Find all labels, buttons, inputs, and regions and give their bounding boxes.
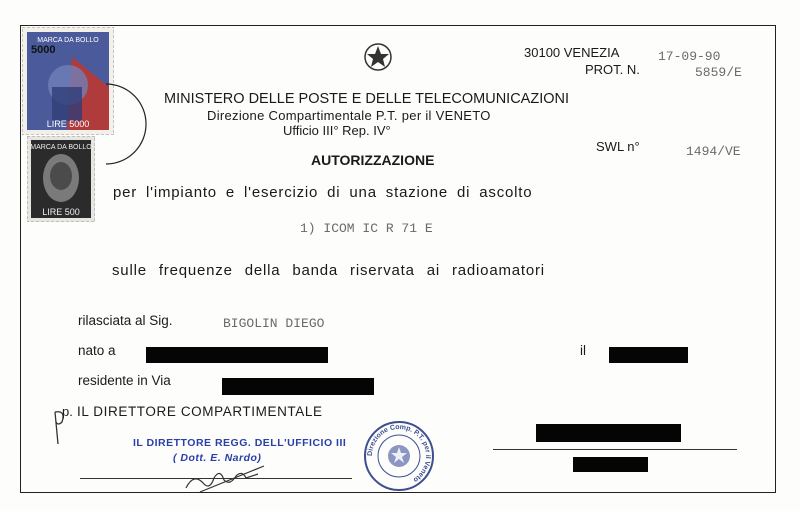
office-line: Ufficio III° Rep. IV° (283, 123, 391, 138)
director-title: IL DIRETTORE COMPARTIMENTALE (77, 404, 323, 419)
date-value: 17-09-90 (658, 49, 721, 64)
signature-line-left (80, 478, 352, 479)
birth-date-label: il (580, 343, 586, 358)
redacted-signer-title (573, 457, 648, 472)
authorization-line-2: sulle frequenze della banda riservata ai radioamatori (112, 262, 545, 279)
redacted-birthplace (146, 347, 328, 363)
republic-emblem-icon (362, 40, 394, 74)
round-stamp-text: Direzione Comp. P.T. per il Veneto (366, 423, 432, 484)
redacted-address (222, 378, 374, 395)
embossed-circle-mark (96, 80, 152, 170)
residence-label: residente in Via (78, 373, 171, 388)
equipment-text: 1) ICOM IC R 71 E (300, 221, 433, 236)
redacted-birthdate (609, 347, 688, 363)
swl-number: 1494/VE (686, 144, 741, 159)
issued-value: BIGOLIN DIEGO (223, 316, 325, 331)
document-title: AUTORIZZAZIONE (311, 152, 435, 168)
ink-stamp-line-2: ( Dott. E. Nardo) (173, 452, 262, 464)
official-round-stamp (361, 419, 437, 493)
revenue-stamp-500 (27, 136, 95, 222)
born-label: nato a (78, 343, 116, 358)
authorization-line-1: per l'impianto e l'esercizio di una stazione di ascolto (113, 184, 533, 201)
revenue-stamp-overprint: 5000 (31, 44, 56, 56)
prot-number: 5859/E (695, 65, 742, 80)
city-text: 30100 VENEZIA (524, 45, 620, 60)
revenue-stamp-top-value: LIRE 5000 (46, 119, 90, 129)
signature-line-right (493, 449, 737, 450)
revenue-stamp-bottom-value: LIRE 500 (42, 207, 80, 217)
signature-prefix: p. (62, 404, 73, 419)
revenue-stamp-top-label: MARCA DA BOLLO (37, 37, 99, 44)
direction-line: Direzione Compartimentale P.T. per il VENETO (207, 108, 491, 123)
handwritten-p-mark (50, 408, 70, 448)
issued-label: rilasciata al Sig. (78, 313, 173, 328)
ministry-title: MINISTERO DELLE POSTE E DELLE TELECOMUNICAZIONI (164, 91, 570, 107)
swl-label: SWL n° (596, 139, 640, 154)
revenue-stamp-bottom-label: MARCA DA BOLLO (30, 144, 92, 151)
prot-label: PROT. N. (585, 62, 640, 77)
redacted-signer-name (536, 424, 681, 442)
ink-stamp-line-1: IL DIRETTORE REGG. DELL'UFFICIO III (133, 437, 347, 449)
